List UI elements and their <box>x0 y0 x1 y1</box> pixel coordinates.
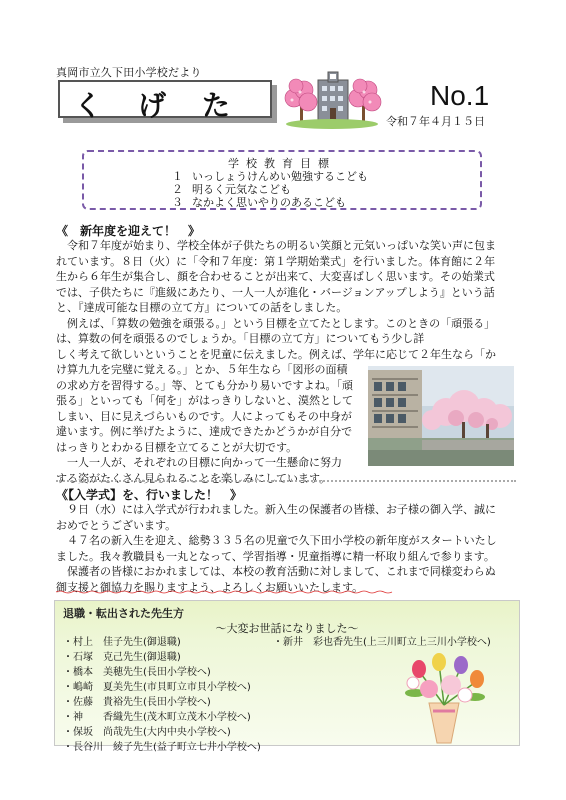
farewell-title: 退職・転出された先生方 <box>63 607 184 620</box>
newsletter-title: くげた <box>74 89 267 122</box>
list-item: ・ 新井 彩也香先生(上三川町立上三川小学校へ) <box>273 635 491 650</box>
text-line: 保護者の皆様におかれましては、本校の教育活動に対しまして、これまで同様変わらぬ <box>67 565 496 578</box>
text-line: 例えば、「算数の勉強を頑張る。」という目標を立てたとします。このときの「頑張る」 <box>67 316 496 330</box>
farewell-teachers-box <box>54 600 520 753</box>
text-line: しく考えて欲しいということを児童に伝えました。例えば、学年に応じて２年生なら「か <box>56 347 496 361</box>
list-item: ・ 神 香織先生(茂木町立茂木小学校へ) <box>63 710 261 725</box>
flower-bouquet-illustration <box>389 653 499 745</box>
school-goals-box <box>82 150 482 210</box>
text-line: は、算数の何を頑張るのでしょうか。「目標の立て方」についてもう少し詳 <box>56 332 425 345</box>
list-item: ・ 嶋崎 夏美先生(市貝町立市貝小学校へ) <box>63 680 261 695</box>
goal-text: なかよく思いやりのあるこども <box>192 196 346 209</box>
list-item: ・ 佐藤 貴裕先生(長田小学校へ) <box>63 695 261 710</box>
article-entrance-ceremony <box>56 502 516 595</box>
goal-text: 明るく元気なこども <box>192 183 291 196</box>
section-divider <box>56 480 516 482</box>
text-line: ました。我々教職員も一丸となって、学習指導・児童指導に精一杯取り組んで参ります。 <box>56 549 495 563</box>
text-line: する姿がたくさん見られることを楽しみにしています。 <box>56 471 331 485</box>
text-line: の求め方を習得する。」等、とても分かり易いですよね。「頑 <box>56 378 353 392</box>
text-line: れています。８日（火）に「令和７年度：第１学期始業式」を行いました。体育館に２年 <box>56 254 496 268</box>
goal-text: いっしょうけんめい勉強するこども <box>192 170 368 183</box>
text-line: と、『達成可能な目標の立て方』についての話をしました。 <box>56 301 348 314</box>
section-heading-new-year: 《 新年度を迎えて！ 》 <box>56 224 201 238</box>
text-line: 生から６年生が集合し、顔を合わせることが出来て、大変喜ばしく思います。その始業式 <box>56 270 495 283</box>
goal-number: １ <box>172 170 183 183</box>
list-item: ・ 石塚 克己先生(御退職) <box>63 650 261 665</box>
goal-number: ２ <box>172 183 183 196</box>
list-item: ・ 橋本 美穂先生(長田小学校へ) <box>63 665 261 680</box>
goal-number: ３ <box>172 196 183 209</box>
article-new-year-part1 <box>56 238 516 362</box>
text-line: け算九九を完璧に覚える。」とか、５年生なら「図形の面積 <box>56 363 348 376</box>
school-blossom-illustration <box>282 62 382 132</box>
teacher-list <box>63 635 261 755</box>
goal-item <box>172 194 346 210</box>
text-line: しまい、目に見えづらいものです。人によってもその中身が <box>56 409 352 423</box>
text-line: では、子供たちに『進級にあたり、一人一人が進化・バージョンアップしよう』という話 <box>56 285 495 299</box>
farewell-subtitle: ～大変お世話になりました～ <box>215 622 359 635</box>
wave-divider <box>56 590 396 594</box>
list-item: ・ 村上 佳子先生(御退職) <box>63 635 261 650</box>
text-line: 一人一人が、それぞれの目標に向かって一生懸命に努力 <box>67 456 342 469</box>
list-item: ・ 長谷川 綾子先生(益子町立七井小学校へ) <box>63 740 261 755</box>
issue-date: 令和７年４月１５日 <box>386 115 485 128</box>
text-line: 令和７年度が始まり、学校全体が子供たちの明るい笑顔と元気いっぱいな笑い声に包ま <box>67 239 496 252</box>
newsletter-title-box <box>58 80 272 122</box>
text-line: ９日（水）には入学式が行われました。新入生の保護者の皆様、お子様の御入学、誠に <box>67 503 496 516</box>
list-item: ・ 保坂 尚哉先生(大内中央小学校へ) <box>63 725 261 740</box>
text-line: ４７名の新入生を迎え、総勢３３５名の児童で久下田小学校の新年度がスタートいたし <box>67 534 497 547</box>
article-new-year-part2 <box>56 362 362 486</box>
school-name: 真岡市立久下田小学校だより <box>56 66 202 79</box>
section-heading-entrance-ceremony: 《【入学式】を、行いました！ 》 <box>56 488 243 502</box>
text-line: 御支援と御協力を賜りますよう、よろしくお願いいたします。 <box>56 580 364 594</box>
text-line: おめでとうございます。 <box>56 518 177 532</box>
text-line: はっきりとわかる目標を立てることが大切です。 <box>56 440 298 454</box>
cherry-blossom-photo <box>368 366 514 466</box>
goals-title: 学校教育目標 <box>228 157 336 170</box>
text-line: 張る」といっても「何を」がはっきりしないと、漠然として <box>56 394 353 407</box>
text-line: 違います。例に挙げたように、達成できたかどうかが自分で <box>56 425 353 438</box>
issue-number: No.1 <box>430 80 490 111</box>
